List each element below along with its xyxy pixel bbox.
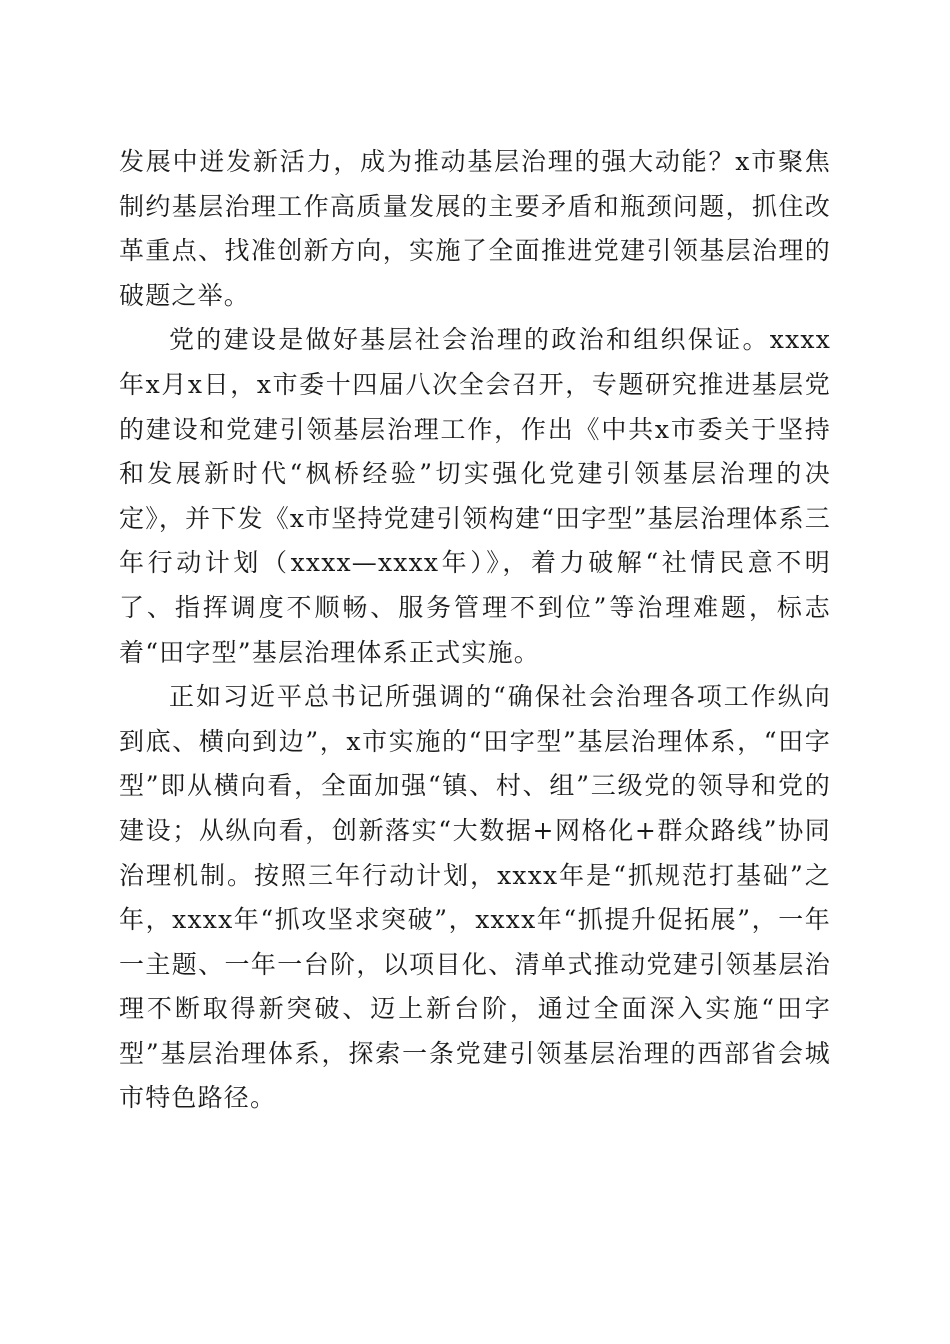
paragraph-party-building: 党的建设是做好基层社会治理的政治和组织保证。xxxx年x月x日，x市委十四届八次全会召开，专题研究推进基层党的建设和党建引领基层治理工作，作出《中共x市委关于坚持和发展新时代“枫桥经验”切实强化党建引领基层治理的决定》，并下发《x市坚持党建引领构建“田字型”基层治理体系三年行动计划（xxxx—xxxx年）》，着力破解“社情民意不明了、指挥调度不顺畅、服务管理不到位”等治理难题，标志着“田字型”基层治理体系正式实施。 [119,325,831,667]
paragraph-tian-governance: 正如习近平总书记所强调的“确保社会治理各项工作纵向到底、横向到边”，x市实施的“田字型”基层治理体系，“田字型”即从横向看，全面加强“镇、村、组”三级党的领导和党的建设；从纵向看，创新落实“大数据+网格化+群众路线”协同治理机制。按照三年行动计划，xxxx年是“抓规范打基础”之年，xxxx年“抓攻坚求突破”，xxxx年“抓提升促拓展”，一年一主题、一年一台阶，以项目化、清单式推动党建引领基层治理不断取得新突破、迈上新台阶，通过全面深入实施“田字型”基层治理体系，探索一条党建引领基层治理的西部省会城市特色路径。 [119,682,831,1113]
paragraph-continuation: 发展中迸发新活力，成为推动基层治理的强大动能？x市聚焦制约基层治理工作高质量发展的主要矛盾和瓶颈问题，抓住改革重点、找准创新方向，实施了全面推进党建引领基层治理的破题之举。 [119,147,831,310]
document-page [119,140,831,1121]
